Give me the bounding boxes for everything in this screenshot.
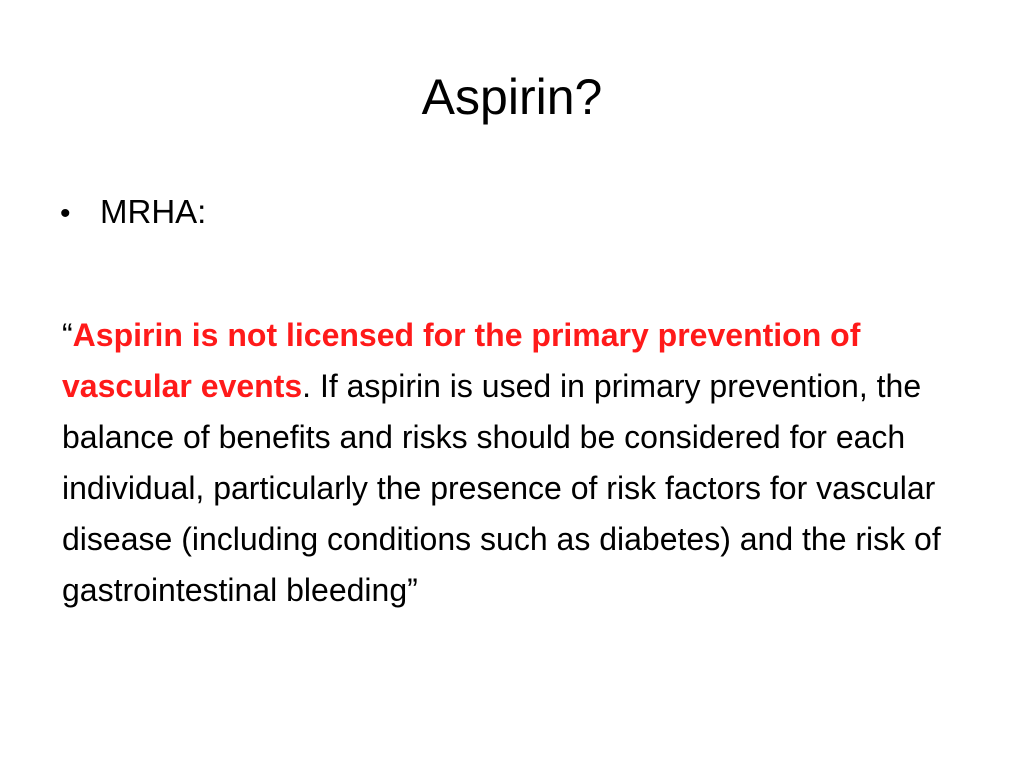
quote-highlight: Aspirin is not licensed for the primary prevention of vascular events — [62, 317, 861, 404]
quote-open-mark: “ — [62, 317, 73, 353]
quote-rest: . If aspirin is used in primary prevention, the balance of benefits and risks should be considered for each individual, particularly the presence of risk factors for vascular disease (including conditions such as diabetes) and the risk of gastrointestinal bleeding — [62, 368, 941, 608]
quote-paragraph — [62, 310, 992, 616]
quote-close-mark: ” — [407, 572, 418, 608]
bullet-marker: • — [60, 197, 71, 230]
slide-title: Aspirin? — [421, 69, 603, 125]
bullet-text: MRHA: — [100, 193, 207, 230]
bullet-item — [60, 190, 206, 236]
